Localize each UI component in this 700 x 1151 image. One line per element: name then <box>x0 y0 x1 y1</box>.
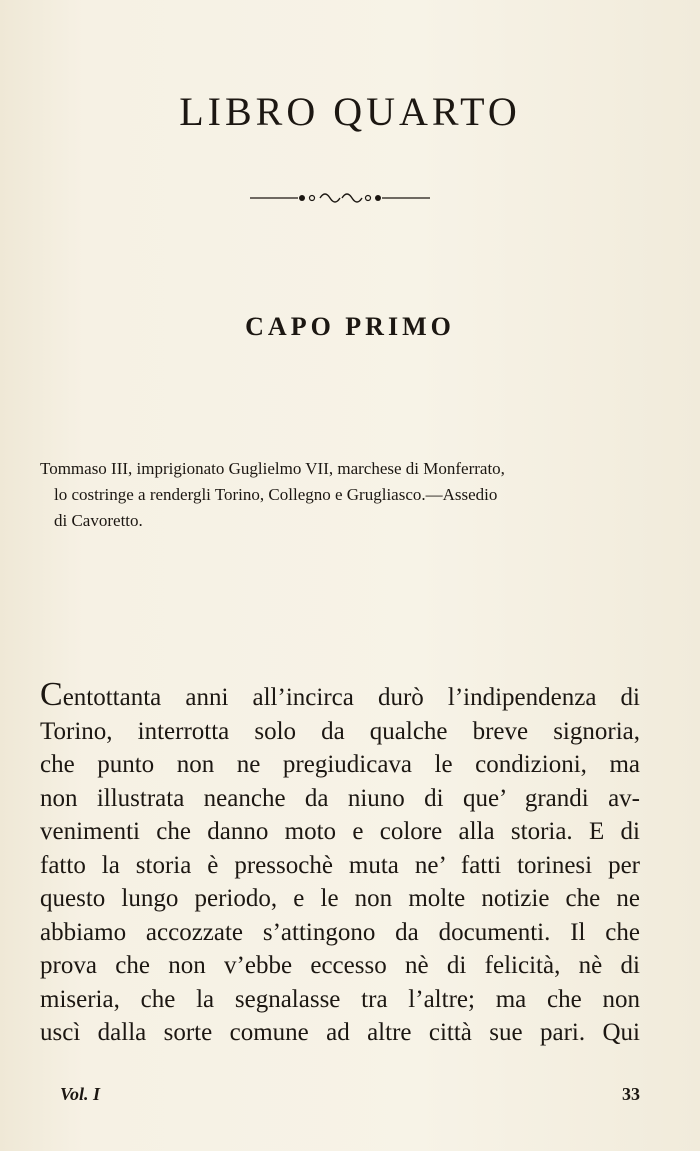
body-line: abbiamo accozzate s’attingono da documenti. Il che <box>40 918 640 946</box>
body-line: non illustrata neanche da niuno di que’ grandi av- <box>40 784 640 812</box>
summary-line: di Cavoretto. <box>54 511 143 530</box>
body-line: uscì dalla sorte comune ad altre città sue pari. Qui <box>40 1019 640 1046</box>
page-number: 33 <box>622 1084 640 1104</box>
body-line: miseria, che la segnalasse tra l’altre; ma che non <box>40 985 640 1013</box>
body-line: questo lungo periodo, e le non molte notizie che ne <box>40 885 640 912</box>
body-line: venimenti che danno moto e colore alla storia. E di <box>40 818 640 845</box>
drop-cap: C <box>40 676 63 713</box>
chapter-title: CAPO PRIMO <box>245 312 455 341</box>
chapter-summary <box>40 456 640 534</box>
body-line-first-text: entottanta anni all’incirca durò l’indipendenza di <box>62 684 640 711</box>
ornament-divider-icon <box>250 186 430 210</box>
body-line-first <box>40 678 640 715</box>
summary-line: Tommaso III, imprigionato Guglielmo VII, marchese di Monferrato, <box>40 459 505 478</box>
body-line: Torino, interrotta solo da qualche breve signoria, <box>40 717 640 745</box>
summary-line: lo costringe a rendergli Torino, Collegno e Grugliasco.—Assedio <box>54 485 498 504</box>
chapter-body <box>40 678 640 1050</box>
volume-label: Vol. I <box>60 1084 101 1104</box>
body-line: che punto non ne pregiudicava le condizioni, ma <box>40 751 640 778</box>
book-part-title: LIBRO QUARTO <box>179 89 521 134</box>
body-line: fatto la storia è pressochè muta ne’ fatti torinesi per <box>40 851 640 879</box>
body-line: prova che non v’ebbe eccesso nè di felicità, nè di <box>40 952 640 979</box>
